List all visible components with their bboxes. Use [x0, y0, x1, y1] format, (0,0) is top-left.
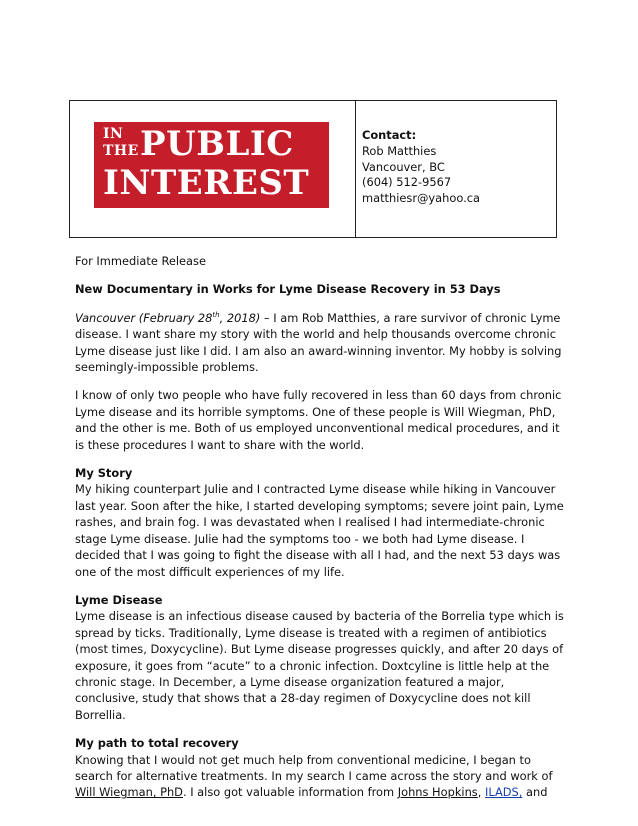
section-text-recovery: Knowing that I would not get much help from conventional medicine, I began to search for alternative treatments. In my search I came across the story and work of Will Wiegman, PhD. I also got valuable information from Johns Hopkins, ILADS, and — [75, 752, 553, 800]
contact-name: Rob Matthies — [362, 143, 437, 158]
logo-line-public: PUBLIC — [140, 124, 294, 164]
release-line: For Immediate Release — [75, 254, 206, 268]
logo-line-interest: INTEREST — [103, 163, 310, 203]
section-heading-my-story: My Story — [75, 466, 133, 481]
section-heading-recovery: My path to total recovery — [75, 736, 239, 751]
ilads-link[interactable]: ILADS, — [485, 785, 523, 800]
dateline: Vancouver (February 28th, 2018) — [75, 310, 261, 325]
will-wiegman-link[interactable]: Will Wiegman, PhD — [75, 785, 183, 800]
contact-email: matthiesr@yahoo.ca — [362, 191, 480, 206]
section-text-my-story: My hiking counterpart Julie and I contracted Lyme disease while hiking in Vancouver last year. Soon after the hike, I started developing symptoms; severe joint pain, Lyme rashes, and brain fog. I was devastated when I realised I had intermediate-chronic stage Lyme disease. Julie had the symptoms too - we both had Lyme disease. I decided that I was going to fight the disease with all I had, and the next 53 days was one of the most difficult experiences of my life. — [75, 482, 564, 579]
section-heading-lyme-disease: Lyme Disease — [75, 592, 163, 607]
release-title: New Documentary in Works for Lyme Disease Recovery in 53 Days — [75, 282, 501, 297]
johns-hopkins-link[interactable]: Johns Hopkins — [397, 785, 478, 800]
in-the-public-interest-logo — [94, 122, 329, 208]
section-text-lyme-disease: Lyme disease is an infectious disease caused by bacteria of the Borrelia type which is spread by ticks. Traditionally, Lyme disease is treated with a regimen of antibiotics (most times, Doxycycline). But Lyme disease progresses quickly, and after 20 days of exposure, it goes from “acute” to a chronic infection. Doxtcyline is little help at the chronic stage. In December, a Lyme disease organization featured a major, conclusive, study that shows that a 28-day regimen of Doxycycline does not kill Borrellia. — [75, 609, 564, 722]
second-paragraph: I know of only two people who have fully recovered in less than 60 days from chronic Lyme disease and its horrible symptoms. One of these people is Will Wiegman, PhD, and the other is me. Both of us employed unconventional medical procedures, and it is these procedures I want to share with the world. — [75, 388, 562, 452]
logo-line-the: THE — [103, 143, 139, 159]
logo-line-in: IN — [103, 126, 124, 142]
contact-phone: (604) 512-9567 — [362, 175, 452, 190]
contact-city: Vancouver, BC — [362, 159, 445, 174]
press-release-body — [75, 253, 565, 813]
contact-block — [362, 128, 480, 207]
contact-label: Contact: — [362, 128, 417, 142]
intro-text: – I am Rob Matthies, a rare survivor of chronic Lyme disease. I want share my story with the world and help thousands overcome chronic Lyme disease just like I did. I am also an award-winning inventor. My hobby is solving seemingly-impossible problems. — [75, 310, 562, 375]
header-divider — [355, 100, 356, 238]
intro-paragraph — [75, 310, 565, 376]
